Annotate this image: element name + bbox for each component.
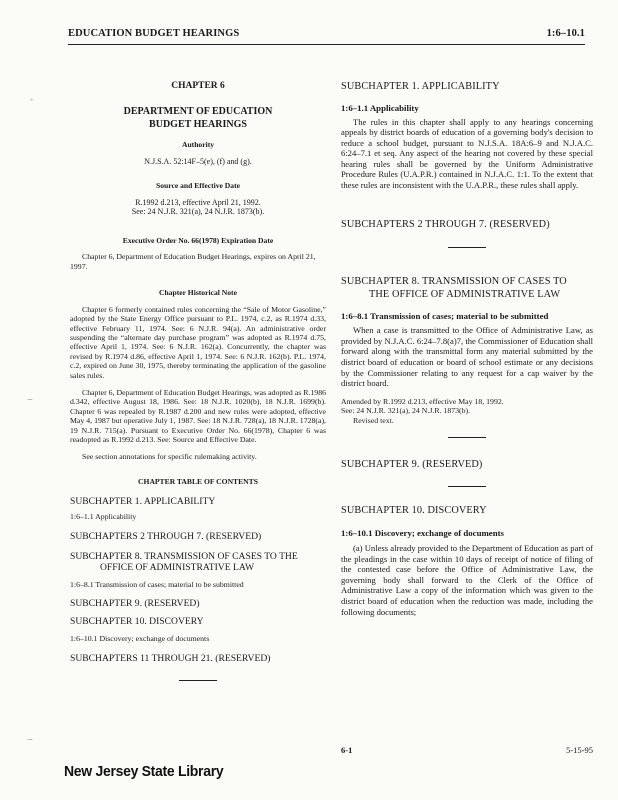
toc-heading: CHAPTER TABLE OF CONTENTS bbox=[138, 476, 258, 486]
source-line2: See: 24 N.J.R. 321(a), 24 N.J.R. 1873(b). bbox=[131, 207, 265, 217]
toc-subchapters-11-21: SUBCHAPTERS 11 THROUGH 21. (RESERVED) bbox=[70, 652, 271, 664]
section-10-1-heading: 1:6–10.1 Discovery; exchange of documents bbox=[341, 527, 504, 538]
source-text bbox=[70, 198, 326, 217]
page-footer bbox=[341, 745, 593, 755]
section-8-1-heading: 1:6–8.1 Transmission of cases; material to be submitted bbox=[341, 311, 549, 322]
header-rule bbox=[68, 44, 585, 45]
toc-subchapters-2-7: SUBCHAPTERS 2 THROUGH 7. (RESERVED) bbox=[70, 531, 262, 543]
chapter-title-line2: BUDGET HEARINGS bbox=[149, 119, 247, 130]
executive-order-heading: Executive Order No. 66(1978) Expiration Date bbox=[122, 235, 274, 245]
subchapter-8-line1: SUBCHAPTER 8. TRANSMISSION OF CASES TO bbox=[341, 276, 567, 288]
toc-section-10-1: 1:6–10.1 Discovery; exchange of documents bbox=[70, 633, 210, 643]
toc-section-8-1: 1:6–8.1 Transmission of cases; material to be submitted bbox=[70, 579, 244, 589]
authority-heading: Authority bbox=[181, 140, 215, 149]
running-head-section: 1:6–10.1 bbox=[546, 28, 585, 39]
toc-subchapter-9: SUBCHAPTER 9. (RESERVED) bbox=[70, 597, 200, 609]
subchapter-9-heading: SUBCHAPTER 9. (RESERVED) bbox=[341, 458, 483, 470]
toc-end-rule bbox=[179, 680, 217, 681]
chapter-title bbox=[70, 105, 326, 131]
revision-date: 5-15-95 bbox=[566, 745, 593, 755]
toc-subchapter-8-line1: SUBCHAPTER 8. TRANSMISSION OF CASES TO THE bbox=[70, 550, 298, 562]
hole-punch-mark-icon: ⌣ bbox=[27, 735, 33, 745]
hole-punch-mark-icon: ⌣ bbox=[27, 395, 33, 405]
source-heading: Source and Effective Date bbox=[155, 181, 240, 191]
historical-note-p2: Chapter 6, Department of Education Budget Hearings, was adopted as R.1986 d.342, effective August 18, 1986. See: 18 N.J.R. 1020(b), 18 N.J.R. 1699(b). Chapter 6 was repealed by R.1987 d.200 and new rules were adopted, effective May 4, 1987 but operative July 1, 1987. See: 18 N.J.R. 728(a), 18 N.J.R. 1728(a), 19 N.J.R. 715(a). Pursuant to Executive Order No. 66(1978), Chapter 6 was readopted as R.1992 d.213. See: Source and Effective Date. bbox=[70, 388, 326, 445]
table-of-contents bbox=[70, 496, 326, 665]
subchapter-8-line2: THE OFFICE OF ADMINISTRATIVE LAW bbox=[369, 288, 561, 300]
toc-subchapter-1: SUBCHAPTER 1. APPLICABILITY bbox=[70, 495, 216, 507]
subchapters-2-7-heading: SUBCHAPTERS 2 THROUGH 7. (RESERVED) bbox=[341, 218, 550, 230]
right-column bbox=[341, 58, 593, 617]
amendment-note bbox=[341, 397, 593, 425]
divider-rule bbox=[448, 437, 486, 438]
divider-rule bbox=[448, 247, 486, 248]
subchapter-8-heading bbox=[341, 276, 593, 301]
toc-subchapter-10: SUBCHAPTER 10. DISCOVERY bbox=[70, 616, 204, 628]
section-1-1-text: The rules in this chapter shall apply to any hearings concerning appeals by district boards of education of a governing body's decision to reduce a school budget, pursuant to N.J.S.A. 18A:6–9 and N.J.A.C. 6:24–7.1 et seq. Any aspect of the hearing not covered by these special hearing rules shall be governed by the Uniform Administrative Procedure Rules (U.A.P.R.) contained in N.J.A.C. 1:1. To the extent that these rules are inconsistent with the U.A.P.R., these rules shall apply. bbox=[341, 116, 593, 191]
subchapter-1-heading: SUBCHAPTER 1. APPLICABILITY bbox=[341, 81, 500, 92]
section-10-1-text: (a) Unless already provided to the Department of Education as part of the pleadings in the case within 10 days of receipt of notice of filing of the contested case before the Office of Administrative Law, the governing body shall forward to the Clerk of the Office of Administrative Law a copy of the information which was given to the district board of education when the reduction was made, including the following documents; bbox=[341, 542, 593, 617]
toc-section-1-1: 1:6–1.1 Applicability bbox=[70, 512, 137, 522]
margin-tick-icon: ‐ bbox=[30, 95, 34, 105]
authority-text: N.J.S.A. 52:14F–5(e), (f) and (g). bbox=[144, 156, 252, 166]
left-column bbox=[70, 58, 326, 681]
section-8-1-text: When a case is transmitted to the Office of Administrative Law, as provided by N.J.A.C. 6:24–7.8(a)7, the Commissioner of Education shall forward along with the transmittal form any material submitted by the district board of education or board of school estimate or any decisions by the Commissioner relating to any request for a cap waiver by the district board. bbox=[341, 325, 593, 389]
amendment-line3: Revised text. bbox=[353, 415, 394, 425]
running-head-title: EDUCATION BUDGET HEARINGS bbox=[68, 28, 240, 39]
historical-note-p3: See section annotations for specific rulemaking activity. bbox=[82, 452, 257, 462]
section-1-1-heading: 1:6–1.1 Applicability bbox=[341, 102, 419, 113]
amendment-line1: Amended by R.1992 d.213, effective May 18, 1992. bbox=[341, 396, 504, 406]
historical-note-p1: Chapter 6 formerly contained rules concerning the “Sale of Motor Gasoline,” adopted by the State Energy Office pursuant to P.L. 1974, c.2, as R.1974 d.33, effective February 11, 1974. See: 6 N.J.R. 94(a). An administrative order suspending the “alternate day purchase program” was adopted as R.1974 d.75, effective April 1, 1974. See: 6 N.J.R. 162(a). Concurrently, the chapter was revised by R.1974 d.86, effective April 1, 1974. See: 6 N.J.R. 162(b). P.L. 1974, c.2, expired on June 30, 1975, thereby terminating the application of the gasoline sales rules. bbox=[70, 304, 326, 380]
page-number: 6-1 bbox=[341, 745, 353, 755]
source-line1: R.1992 d.213, effective April 21, 1992. bbox=[135, 197, 261, 207]
chapter-title-line1: DEPARTMENT OF EDUCATION bbox=[123, 106, 273, 117]
chapter-number: CHAPTER 6 bbox=[171, 81, 225, 91]
toc-subchapter-8 bbox=[70, 551, 326, 574]
amendment-line2: See: 24 N.J.R. 321(a), 24 N.J.R. 1873(b). bbox=[341, 406, 471, 416]
historical-note-heading: Chapter Historical Note bbox=[159, 288, 237, 298]
running-head bbox=[68, 28, 585, 39]
executive-order-text: Chapter 6, Department of Education Budget Hearings, expires on April 21, 1997. bbox=[70, 252, 316, 271]
library-stamp: New Jersey State Library bbox=[64, 762, 224, 780]
subchapter-10-heading: SUBCHAPTER 10. DISCOVERY bbox=[341, 505, 487, 517]
divider-rule bbox=[448, 486, 486, 487]
toc-subchapter-8-line2: OFFICE OF ADMINISTRATIVE LAW bbox=[100, 562, 255, 574]
